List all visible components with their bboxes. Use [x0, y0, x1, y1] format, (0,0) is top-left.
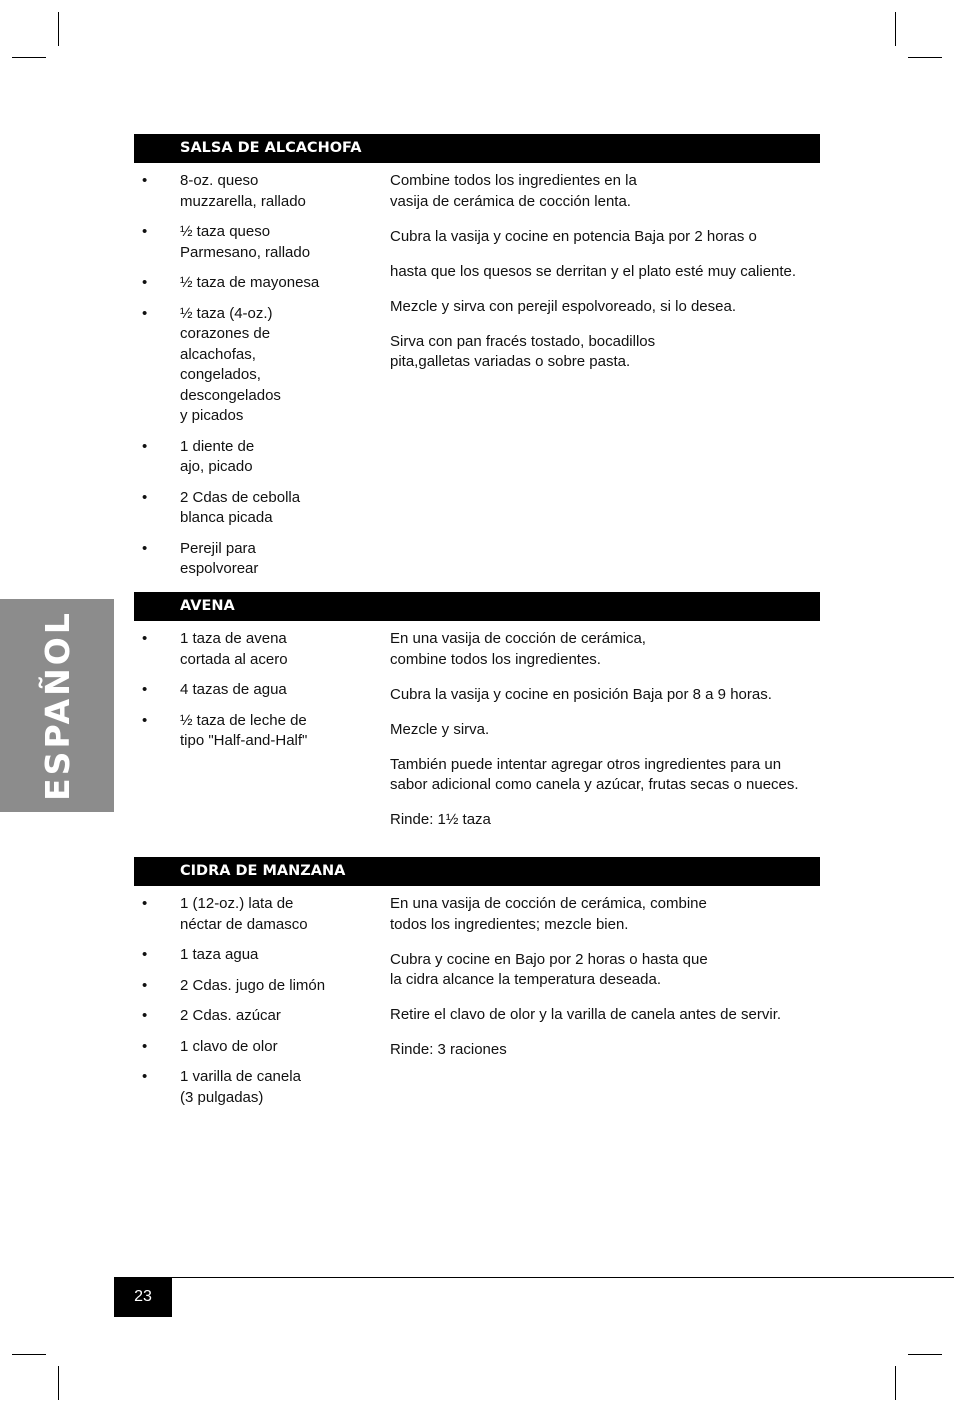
ingredient-text: 1 (12-oz.) lata de néctar de damasco	[180, 895, 308, 933]
crop-mark	[908, 1354, 942, 1355]
bullet-marker: •	[142, 1007, 148, 1024]
ingredient-item	[134, 894, 374, 935]
ingredient-item	[134, 304, 374, 427]
instruction-paragraph: Rinde: 1½ taza	[390, 811, 491, 828]
recipe-title: SALSA DE ALCACHOFA	[134, 134, 820, 163]
instruction-list	[390, 629, 820, 845]
bullet-marker: •	[142, 1037, 148, 1055]
ingredient-text: 1 diente de ajo, picado	[180, 437, 255, 475]
ingredient-text: 2 Cdas. azúcar	[180, 1007, 281, 1024]
page-number: 23	[114, 1277, 172, 1317]
crop-mark	[58, 1366, 59, 1400]
ingredient-item	[134, 437, 374, 478]
ingredient-text: 2 Cdas de cebolla blanca picada	[180, 488, 301, 526]
instruction-paragraph: Mezcle y sirva con perejil espolvoreado, si lo desea.	[390, 297, 737, 315]
bullet-marker: •	[142, 274, 148, 291]
ingredient-list	[134, 629, 374, 762]
ingredient-text: ½ taza de mayonesa	[180, 274, 320, 291]
ingredient-text: 4 tazas de agua	[180, 681, 287, 698]
crop-mark	[895, 12, 896, 46]
ingredient-item	[134, 1006, 374, 1027]
ingredient-text: 1 varilla de canela (3 pulgadas)	[180, 1068, 301, 1106]
ingredient-item	[134, 945, 374, 966]
ingredient-item	[134, 222, 374, 263]
instruction-list	[390, 894, 820, 1075]
bullet-marker: •	[142, 223, 148, 240]
recipe-section	[134, 134, 820, 577]
bullet-marker: •	[142, 437, 148, 455]
crop-mark	[12, 57, 46, 58]
ingredient-item	[134, 976, 374, 997]
ingredient-item	[134, 680, 374, 701]
bullet-marker: •	[142, 711, 148, 729]
bullet-marker: •	[142, 304, 148, 322]
instruction-paragraph: También puede intentar agregar otros ingredientes para un sabor adicional como canela y azúcar, frutas secas o nueces.	[390, 755, 799, 793]
ingredient-item	[134, 1037, 374, 1058]
bullet-marker: •	[142, 1068, 148, 1085]
instruction-paragraph: Cubra la vasija y cocine en potencia Baja por 2 horas o	[390, 227, 757, 245]
ingredient-list	[134, 894, 374, 1118]
recipe-section	[134, 857, 820, 1106]
ingredient-item	[134, 488, 374, 529]
ingredient-text: 8-oz. queso muzzarella, rallado	[180, 172, 306, 210]
bullet-marker: •	[142, 539, 148, 557]
recipe-title: CIDRA DE MANZANA	[134, 857, 820, 886]
instruction-paragraph: Combine todos los ingredientes en la vasija de cerámica de cocción lenta.	[390, 172, 637, 210]
ingredient-text: 1 taza de avena cortada al acero	[180, 630, 288, 668]
instruction-paragraph: Cubra la vasija y cocine en posición Baja por 8 a 9 horas.	[390, 685, 772, 703]
crop-mark	[58, 12, 59, 46]
crop-mark	[908, 57, 942, 58]
crop-mark	[895, 1366, 896, 1400]
bullet-marker: •	[142, 630, 148, 647]
instruction-paragraph: Rinde: 3 raciones	[390, 1041, 507, 1058]
bullet-marker: •	[142, 976, 148, 994]
ingredient-text: 2 Cdas. jugo de limón	[180, 976, 326, 994]
crop-mark	[12, 1354, 46, 1355]
instruction-paragraph: Retire el clavo de olor y la varilla de canela antes de servir.	[390, 1006, 782, 1023]
ingredient-text: Perejil para espolvorear	[180, 539, 259, 577]
instruction-paragraph: En una vasija de cocción de cerámica, combine todos los ingredientes; mezcle bien.	[390, 895, 707, 933]
ingredient-text: 1 clavo de olor	[180, 1037, 278, 1055]
bullet-marker: •	[142, 681, 148, 698]
ingredient-text: ½ taza de leche de tipo "Half-and-Half"	[180, 711, 308, 749]
ingredient-item	[134, 1067, 374, 1108]
bullet-marker: •	[142, 946, 148, 963]
bullet-marker: •	[142, 172, 148, 189]
language-side-tab	[0, 599, 114, 812]
instruction-list	[390, 171, 820, 387]
instruction-paragraph: Mezcle y sirva.	[390, 720, 490, 738]
ingredient-text: 1 taza agua	[180, 946, 259, 963]
bullet-marker: •	[142, 895, 148, 912]
ingredient-item	[134, 711, 374, 752]
ingredient-list	[134, 171, 374, 590]
recipe-title: AVENA	[134, 592, 820, 621]
ingredient-item	[134, 171, 374, 212]
language-label: ESPAÑOL	[37, 610, 77, 801]
ingredient-item	[134, 629, 374, 670]
ingredient-item	[134, 273, 374, 294]
instruction-paragraph: En una vasija de cocción de cerámica, combine todos los ingredientes.	[390, 630, 646, 668]
instruction-paragraph: Cubra y cocine en Bajo por 2 horas o hasta que la cidra alcance la temperatura deseada.	[390, 950, 708, 988]
instruction-paragraph: hasta que los quesos se derritan y el plato esté muy caliente.	[390, 262, 797, 280]
bullet-marker: •	[142, 488, 148, 506]
recipe-section	[134, 592, 820, 828]
ingredient-item	[134, 539, 374, 580]
ingredient-text: ½ taza queso Parmesano, rallado	[180, 223, 311, 261]
footer-rule	[114, 1277, 954, 1278]
ingredient-text: ½ taza (4-oz.) corazones de alcachofas, congelados, descongelados y picados	[180, 304, 281, 424]
instruction-paragraph: Sirva con pan fracés tostado, bocadillos pita,galletas variadas o sobre pasta.	[390, 332, 656, 370]
